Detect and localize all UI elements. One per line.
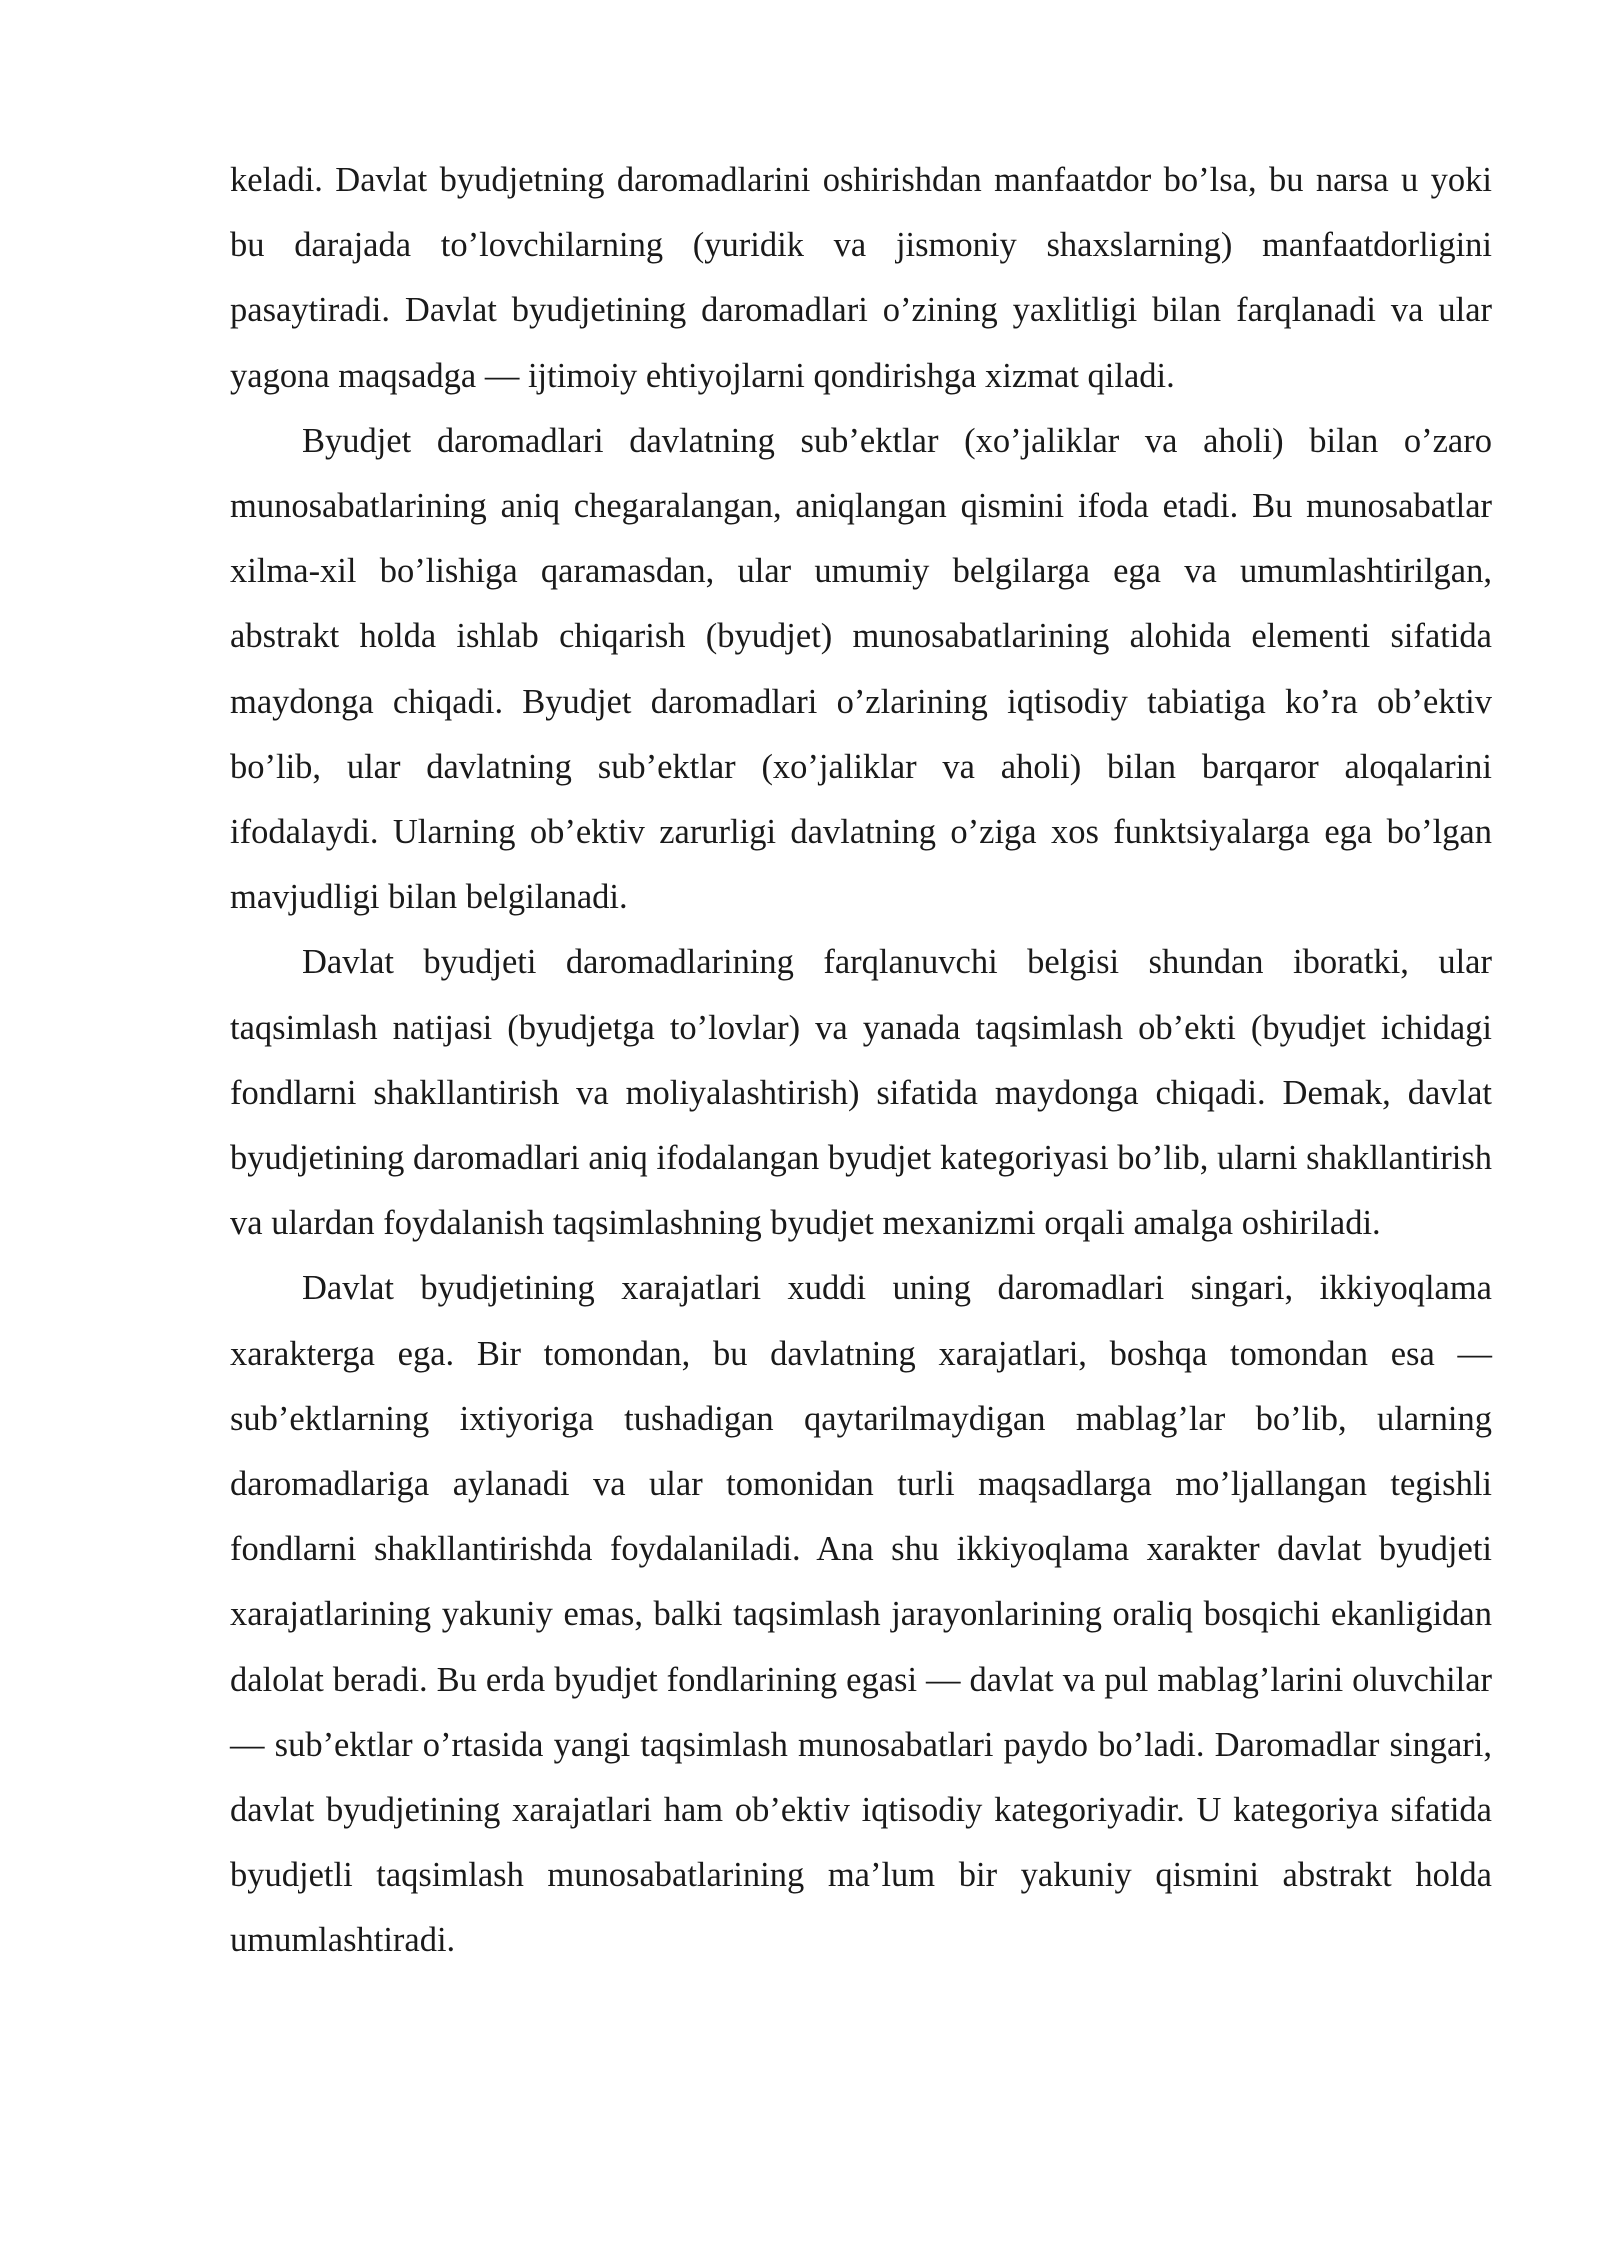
paragraph-2: Byudjet daromadlari davlatning sub’ektlar (xo’jaliklar va aholi) bilan o’zaro munosabatlarining aniq chegaralangan, aniqlangan qismini ifoda etadi. Bu munosabatlar xilma-xil bo’lishiga qaramasdan, ular umumiy belgilarga ega va umumlashtirilgan, abstrakt holda ishlab chiqarish (byudjet) munosabatlarining alohida elementi sifatida maydonga chiqadi. Byudjet daromadlari o’zlarining iqtisodiy tabiatiga ko’ra ob’ektiv bo’lib, ular davlatning sub’ektlar (xo’jaliklar va aholi) bilan barqaror aloqalarini ifodalaydi. Ularning ob’ektiv zarurligi davlatning o’ziga xos funktsiyalarga ega bo’lgan mavjudligi bilan belgilanadi. <box>230 421 1492 917</box>
body-text <box>230 148 1492 1974</box>
paragraph-3: Davlat byudjeti daromadlarining farqlanuvchi belgisi shundan iboratki, ular taqsimlash natijasi (byudjetga to’lovlar) va yanada taqsimlash ob’ekti (byudjet ichidagi fondlarni shakllantirish va moliyalashtirish) sifatida maydonga chiqadi. Demak, davlat byudjetining daromadlari aniq ifodalangan byudjet kategoriyasi bo’lib, ularni shakllantirish va ulardan foydalanish taqsimlashning byudjet mexanizmi orqali amalga oshiriladi. <box>230 943 1492 1243</box>
paragraph-4: Davlat byudjetining xarajatlari xuddi uning daromadlari singari, ikkiyoqlama xarakterga ega. Bir tomondan, bu davlatning xarajatlari, boshqa tomondan esa — sub’ektlarning ixtiyoriga tushadigan qaytarilmaydigan mablag’lar bo’lib, ularning daromadlariga aylanadi va ular tomonidan turli maqsadlarga mo’ljallangan tegishli fondlarni shakllantirishda foydalaniladi. Ana shu ikkiyoqlama xarakter davlat byudjeti xarajatlarining yakuniy emas, balki taqsimlash jarayonlarining oraliq bosqichi ekanligidan dalolat beradi. Bu erda byudjet fondlarining egasi — davlat va pul mablag’larini oluvchilar — sub’ektlar o’rtasida yangi taqsimlash munosabatlari paydo bo’ladi. Daromadlar singari, davlat byudjetining xarajatlari ham ob’ektiv iqtisodiy kategoriyadir. U kategoriya sifatida byudjetli taqsimlash munosabatlarining ma’lum bir yakuniy qismini abstrakt holda umumlashtiradi. <box>230 1269 1492 1960</box>
paragraph-1: keladi. Davlat byudjetning daromadlarini oshirishdan manfaatdor bo’lsa, bu narsa u yoki bu darajada to’lovchilarning (yuridik va jismoniy shaxslarning) manfaatdorligini pasaytiradi. Davlat byudjetining daromadlari o’zining yaxlitligi bilan farqlanadi va ular yagona maqsadga — ijtimoiy ehtiyojlarni qondirishga xizmat qiladi. <box>230 161 1492 395</box>
